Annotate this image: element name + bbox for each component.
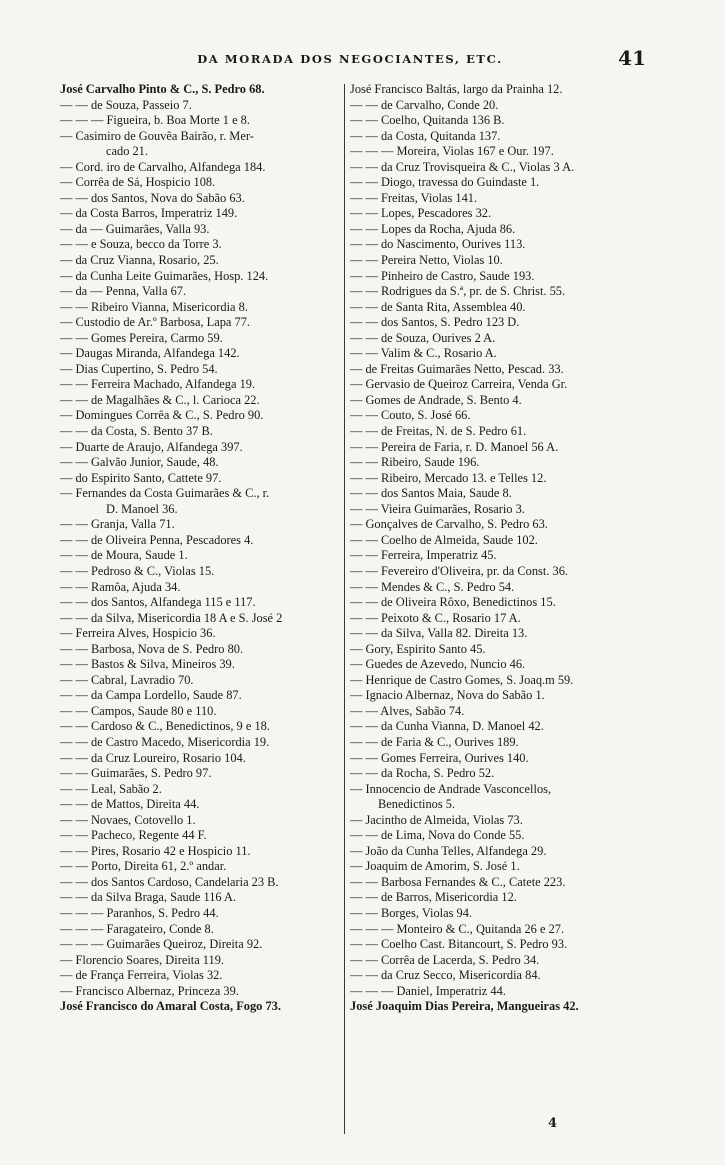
directory-entry: — — Granja, Valla 71. xyxy=(60,517,175,532)
directory-entry: — — Ribeiro Vianna, Misericordia 8. xyxy=(60,299,248,314)
directory-entry: — Duarte de Araujo, Alfandega 397. xyxy=(60,439,243,454)
directory-entry: — — — Moreira, Violas 167 e Our. 197. xyxy=(350,144,554,159)
directory-entry: — — de Faria & C., Ourives 189. xyxy=(350,734,519,749)
directory-entry: — — da Costa, S. Bento 37 B. xyxy=(60,424,213,439)
left-column xyxy=(60,82,354,1015)
directory-entry: — — Freitas, Violas 141. xyxy=(350,190,478,205)
directory-entry: — — de Santa Rita, Assemblea 40. xyxy=(350,299,526,314)
directory-entry: — — Coelho de Almeida, Saude 102. xyxy=(350,532,538,547)
directory-entry: — — Lopes da Rocha, Ajuda 86. xyxy=(350,221,516,236)
directory-entry: D. Manoel 36. xyxy=(106,501,178,516)
directory-entry: — Henrique de Castro Gomes, S. Joaq.m 59. xyxy=(350,672,574,687)
directory-entry: — Gonçalves de Carvalho, S. Pedro 63. xyxy=(350,517,548,532)
directory-entry: — — Ferreira Machado, Alfandega 19. xyxy=(60,377,256,392)
directory-entry: — — Valim & C., Rosario A. xyxy=(350,346,497,361)
directory-entry: — da Cruz Vianna, Rosario, 25. xyxy=(60,253,219,268)
directory-entry: — — Ferreira, Imperatriz 45. xyxy=(350,548,497,563)
directory-entry: — da — Guimarães, Valla 93. xyxy=(60,221,210,236)
directory-entry: — Domingues Corrêa & C., S. Pedro 90. xyxy=(60,408,264,423)
directory-entry: — — de Freitas, N. de S. Pedro 61. xyxy=(350,424,527,439)
directory-entry: — — Pinheiro de Castro, Saude 193. xyxy=(350,268,535,283)
directory-entry: — do Espirito Santo, Cattete 97. xyxy=(60,470,222,485)
directory-entry: — da Cunha Leite Guimarães, Hosp. 124. xyxy=(60,268,269,283)
directory-entry: — — Pedroso & C., Violas 15. xyxy=(60,563,215,578)
page-number: 41 xyxy=(618,46,646,70)
directory-entry: — — e Souza, becco da Torre 3. xyxy=(60,237,222,252)
directory-entry: — Custodio de Ar.º Barbosa, Lapa 77. xyxy=(60,315,251,330)
directory-entry: — — da Cruz Trovisqueira & C., Violas 3 A. xyxy=(350,159,575,174)
directory-entry: — Jacintho de Almeida, Violas 73. xyxy=(350,812,523,827)
directory-entry: — — da Cunha Vianna, D. Manoel 42. xyxy=(350,719,544,734)
directory-entry: — — Diogo, travessa do Guindaste 1. xyxy=(350,175,540,190)
directory-entry: — — Cabral, Lavradio 70. xyxy=(60,672,194,687)
directory-entry: — — de Oliveira Rôxo, Benedictinos 15. xyxy=(350,595,556,610)
directory-entry: — — — Monteiro & C., Quitanda 26 e 27. xyxy=(350,921,565,936)
directory-entry: — — Guimarães, S. Pedro 97. xyxy=(60,766,212,781)
signature-mark: 4 xyxy=(548,1116,558,1131)
directory-entry: José Joaquim Dias Pereira, Mangueiras 42. xyxy=(350,999,579,1014)
directory-entry: — — da Campa Lordello, Saude 87. xyxy=(60,688,242,703)
directory-entry: — — dos Santos, S. Pedro 123 D. xyxy=(350,315,520,330)
directory-entry: — — de Souza, Passeio 7. xyxy=(60,97,192,112)
directory-entry: — — Ribeiro, Mercado 13. e Telles 12. xyxy=(350,470,547,485)
directory-entry: — — Galvão Junior, Saude, 48. xyxy=(60,455,219,470)
directory-entry: — — de Barros, Misericordia 12. xyxy=(350,890,517,905)
directory-entry: — — — Figueira, b. Boa Morte 1 e 8. xyxy=(60,113,250,128)
directory-entry: — — de Mattos, Direita 44. xyxy=(60,797,200,812)
directory-entry: — — dos Santos, Alfandega 115 e 117. xyxy=(60,595,256,610)
directory-entry: — — Peixoto & C., Rosario 17 A. xyxy=(350,610,521,625)
directory-entry: — de Freitas Guimarães Netto, Pescad. 33. xyxy=(350,361,564,376)
directory-entry: — Gory, Espirito Santo 45. xyxy=(350,641,486,656)
directory-entry: — Casimiro de Gouvêa Bairão, r. Mer- xyxy=(60,128,254,143)
directory-entry: — — da Silva, Valla 82. Direita 13. xyxy=(350,626,528,641)
directory-entry: — — Corrêa de Lacerda, S. Pedro 34. xyxy=(350,952,540,967)
directory-entry: — João da Cunha Telles, Alfandega 29. xyxy=(350,843,547,858)
directory-entry: — Francisco Albernaz, Princeza 39. xyxy=(60,983,239,998)
directory-entry: — — Leal, Sabão 2. xyxy=(60,781,162,796)
directory-entry: — — Vieira Guimarães, Rosario 3. xyxy=(350,501,525,516)
directory-entry: — Joaquim de Amorim, S. José 1. xyxy=(350,859,520,874)
directory-entry: — — Borges, Violas 94. xyxy=(350,905,473,920)
directory-entry: — — Mendes & C., S. Pedro 54. xyxy=(350,579,515,594)
directory-entry: — Florencio Soares, Direita 119. xyxy=(60,952,225,967)
directory-entry: — — da Cruz Loureiro, Rosario 104. xyxy=(60,750,246,765)
directory-entry: — — dos Santos Maia, Saude 8. xyxy=(350,486,512,501)
directory-entry: — — Coelho, Quitanda 136 B. xyxy=(350,113,505,128)
directory-entry: — — Campos, Saude 80 e 110. xyxy=(60,703,217,718)
directory-entry: — — Couto, S. José 66. xyxy=(350,408,471,423)
directory-entry: — — Pacheco, Regente 44 F. xyxy=(60,828,207,843)
directory-entry: — Ferreira Alves, Hospicio 36. xyxy=(60,626,216,641)
directory-entry: — — Gomes Ferreira, Ourives 140. xyxy=(350,750,529,765)
directory-entry: Benedictinos 5. xyxy=(378,797,456,812)
right-column xyxy=(350,82,646,1015)
directory-entry: — — de Carvalho, Conde 20. xyxy=(350,97,499,112)
directory-entry: — Gervasio de Queiroz Carreira, Venda Gr. xyxy=(350,377,568,392)
running-title: DA MORADA DOS NEGOCIANTES, ETC. xyxy=(197,52,503,66)
directory-entry: — — da Silva, Misericordia 18 A e S. José 2 xyxy=(60,610,283,625)
page-header xyxy=(60,46,646,74)
directory-entry: — — da Cruz Secco, Misericordia 84. xyxy=(350,968,541,983)
directory-entry: — — Coelho Cast. Bitancourt, S. Pedro 93. xyxy=(350,937,568,952)
directory-entry: — — Pereira Netto, Violas 10. xyxy=(350,253,503,268)
directory-entry: — — — Paranhos, S. Pedro 44. xyxy=(60,905,219,920)
directory-entry: — — Rodrigues da S.ª, pr. de S. Christ. 55. xyxy=(350,284,566,299)
directory-entry: — Fernandes da Costa Guimarães & C., r. xyxy=(60,486,270,501)
directory-entry: — — dos Santos, Nova do Sabão 63. xyxy=(60,190,245,205)
directory-entry: José Francisco do Amaral Costa, Fogo 73. xyxy=(60,999,281,1014)
directory-entry: — — Lopes, Pescadores 32. xyxy=(350,206,492,221)
directory-entry: — — — Faragateiro, Conde 8. xyxy=(60,921,214,936)
directory-entry: — da Costa Barros, Imperatriz 149. xyxy=(60,206,238,221)
directory-entry: — da — Penna, Valla 67. xyxy=(60,284,187,299)
directory-entry: — — — Guimarães Queiroz, Direita 92. xyxy=(60,937,263,952)
directory-entry: — — — Daniel, Imperatriz 44. xyxy=(350,983,506,998)
directory-entry: — Ignacio Albernaz, Nova do Sabão 1. xyxy=(350,688,545,703)
directory-entry: — — de Oliveira Penna, Pescadores 4. xyxy=(60,532,254,547)
directory-entry: — — Pires, Rosario 42 e Hospicio 11. xyxy=(60,843,251,858)
directory-entry: — — de Moura, Saude 1. xyxy=(60,548,188,563)
directory-entry: — — Barbosa Fernandes & C., Catete 223. xyxy=(350,874,566,889)
column-divider xyxy=(344,84,345,1134)
directory-entry: — — Alves, Sabão 74. xyxy=(350,703,465,718)
directory-entry: — Corrêa de Sá, Hospicio 108. xyxy=(60,175,216,190)
directory-entry: — — Fevereiro d'Oliveira, pr. da Const. 36. xyxy=(350,563,568,578)
directory-entry: — — de Souza, Ourives 2 A. xyxy=(350,330,496,345)
directory-entry: — — Gomes Pereira, Carmo 59. xyxy=(60,330,223,345)
directory-entry: — Cord. iro de Carvalho, Alfandega 184. xyxy=(60,159,266,174)
directory-entry: — — Pereira de Faria, r. D. Manoel 56 A. xyxy=(350,439,559,454)
directory-entry: — Guedes de Azevedo, Nuncio 46. xyxy=(350,657,526,672)
directory-entry: — — dos Santos Cardoso, Candelaria 23 B. xyxy=(60,874,279,889)
directory-entry: — — da Rocha, S. Pedro 52. xyxy=(350,766,495,781)
directory-entry: — Gomes de Andrade, S. Bento 4. xyxy=(350,392,522,407)
directory-entry: — — de Magalhães & C., l. Carioca 22. xyxy=(60,392,260,407)
directory-entry: — — Bastos & Silva, Mineiros 39. xyxy=(60,657,235,672)
directory-entry: cado 21. xyxy=(106,144,148,159)
directory-entry: — — da Silva Braga, Saude 116 A. xyxy=(60,890,237,905)
directory-entry: — — Cardoso & C., Benedictinos, 9 e 18. xyxy=(60,719,270,734)
directory-entry: — — Porto, Direita 61, 2.º andar. xyxy=(60,859,227,874)
directory-entry: — — do Nascimento, Ourives 113. xyxy=(350,237,526,252)
directory-entry: — Innocencio de Andrade Vasconcellos, xyxy=(350,781,552,796)
directory-entry: José Carvalho Pinto & C., S. Pedro 68. xyxy=(60,82,265,96)
directory-entry: José Francisco Baltás, largo da Prainha 12. xyxy=(350,82,563,96)
directory-entry: — — de Lima, Nova do Conde 55. xyxy=(350,828,525,843)
directory-entry: — — Ribeiro, Saude 196. xyxy=(350,455,480,470)
directory-entry: — — de Castro Macedo, Misericordia 19. xyxy=(60,734,270,749)
directory-entry: — — da Costa, Quitanda 137. xyxy=(350,128,501,143)
directory-entry: — — Barbosa, Nova de S. Pedro 80. xyxy=(60,641,244,656)
directory-entry: — Dias Cupertino, S. Pedro 54. xyxy=(60,361,218,376)
directory-entry: — de França Ferreira, Violas 32. xyxy=(60,968,223,983)
directory-entry: — Daugas Miranda, Alfandega 142. xyxy=(60,346,240,361)
directory-entry: — — Novaes, Cotovello 1. xyxy=(60,812,196,827)
directory-entry: — — Ramôa, Ajuda 34. xyxy=(60,579,181,594)
